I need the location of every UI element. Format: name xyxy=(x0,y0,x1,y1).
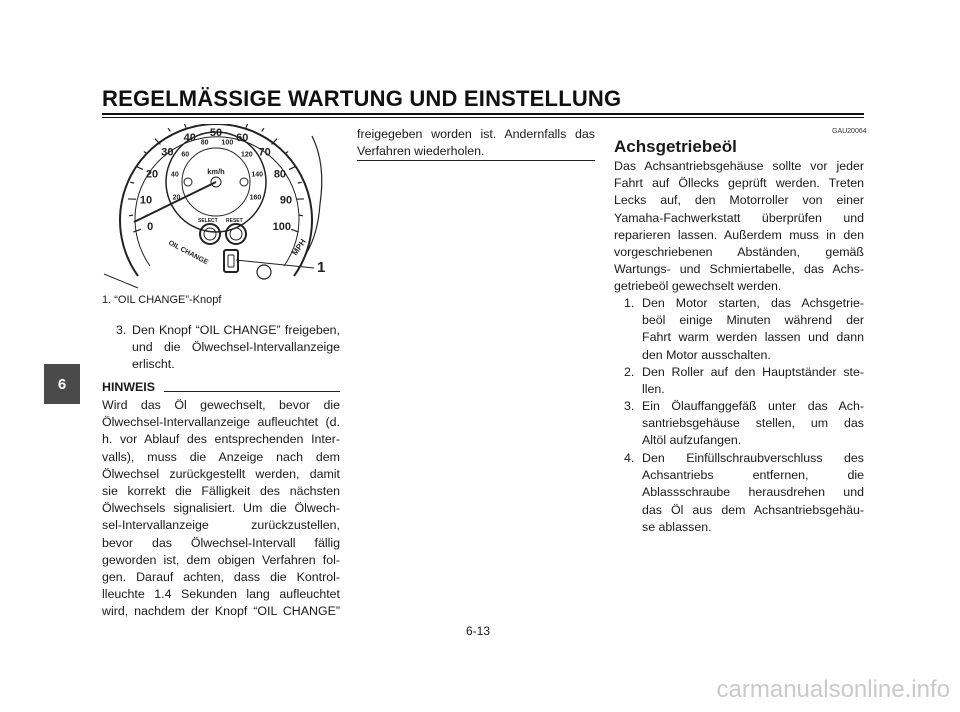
speedometer-outer-number: 70 xyxy=(258,146,271,159)
middle-column-rule xyxy=(357,160,595,161)
chapter-tab: 6 xyxy=(44,364,80,404)
oil-change-dial-label: OIL CHANGE xyxy=(167,239,210,267)
step-line: Den Einfüllschraubverschluss des xyxy=(642,451,864,465)
speedometer-tick xyxy=(289,166,296,169)
watermark: carmanualsonline.info xyxy=(716,676,950,703)
mph-unit-label: MPH xyxy=(290,237,308,258)
step-line: erlischt. xyxy=(132,357,175,372)
hinweis-line: sel-Intervallanzeige zurückzustellen, xyxy=(102,518,340,533)
reset-label: RESET xyxy=(226,218,243,224)
hinweis-line: sie korrekt die Fälligkeit des nächsten xyxy=(102,484,340,499)
intro-line: Lecks auf, den Motorroller von einer xyxy=(614,193,864,208)
speedometer-illustration xyxy=(98,124,338,296)
speedometer-outer-number: 20 xyxy=(145,168,159,181)
figure-caption: 1. “OIL CHANGE”-Knopf xyxy=(102,294,222,306)
speedometer-tick xyxy=(168,128,170,131)
step-line: Ablassschraube herausdrehen und xyxy=(642,485,864,500)
section-title: Achsgetriebeöl xyxy=(614,137,737,156)
intro-line: Das Achsantriebsgehäuse sollte vor jeder xyxy=(614,159,864,173)
step-line: das Öl aus dem Achsantriebsgehäu- xyxy=(642,502,864,517)
right-step-2 xyxy=(624,364,864,398)
section-code: GAU20064 xyxy=(832,128,867,135)
step-line: Ein Ölauffanggefäß unter das Ach- xyxy=(642,399,864,413)
header-rule-thin xyxy=(102,117,864,118)
hinweis-line: gen. Darauf achten, dass die Kontrol- xyxy=(102,570,340,585)
step-number: 2. xyxy=(624,365,635,379)
step-line: und die Ölwechsel-Intervallanzeige xyxy=(132,340,340,355)
step-line: Den Roller auf den Hauptständer ste- xyxy=(642,365,864,379)
speedometer-tick xyxy=(136,166,143,169)
intro-line: getriebeöl gewechselt werden. xyxy=(614,279,782,294)
hinweis-rule xyxy=(164,391,340,392)
speedometer-inner-number: 20 xyxy=(172,194,181,202)
hinweis-body xyxy=(102,397,340,621)
kmh-unit-label: km/h xyxy=(207,167,225,176)
middle-line: freigegeben worden ist. Andernfalls das xyxy=(357,127,595,141)
speedometer-tick xyxy=(291,229,299,232)
speedometer-inner-number: 40 xyxy=(170,171,179,179)
speedometer-outer-number: 100 xyxy=(272,220,291,233)
speedometer-outer-number: 80 xyxy=(273,168,287,181)
speedometer-outer-number: 30 xyxy=(161,146,174,159)
speedometer-tick xyxy=(130,182,134,183)
speedometer-inner-number: 100 xyxy=(221,139,234,147)
speedometer-tick xyxy=(133,229,141,232)
hinweis-line: h. vor Ablauf des entsprechenden Inter- xyxy=(102,432,340,447)
hinweis-line: valls), muss die Anzeige nach dem xyxy=(102,449,340,464)
speedometer-tick xyxy=(262,128,264,131)
step-number: 1. xyxy=(624,296,635,310)
step-line: den Motor ausschalten. xyxy=(642,347,771,362)
speedometer-inner-number: 60 xyxy=(181,151,190,159)
speedometer-tick xyxy=(183,124,186,128)
speedometer-outer-number: 10 xyxy=(139,194,153,207)
step-line: beöl einige Minuten während der xyxy=(642,313,864,328)
hinweis-line: Ölwechsel-Intervallanzeige aufleuchtet (d. xyxy=(102,415,340,430)
step-number: 4. xyxy=(624,451,635,465)
right-step-3 xyxy=(624,398,864,450)
step-number: 3. xyxy=(624,399,635,413)
right-intro xyxy=(614,158,864,296)
hinweis-heading: HINWEIS xyxy=(102,380,156,394)
intro-line: Wartungs- und Schmiertabelle, das Achs- xyxy=(614,262,864,277)
speedometer-outer-number: 0 xyxy=(147,220,154,233)
speedometer-inner-number: 80 xyxy=(200,139,209,147)
speedometer-outer-number: 40 xyxy=(183,132,196,145)
hinweis-line: Ölwechsel zurückgestellt werden, damit xyxy=(102,466,340,481)
speedometer-outer-number: 60 xyxy=(236,132,249,145)
step-number: 3. xyxy=(116,323,127,337)
hinweis-line: Wird das Öl gewechselt, bevor die xyxy=(102,398,340,412)
speedometer-tick xyxy=(299,215,303,216)
step-line: Den Knopf “OIL CHANGE” freigeben, xyxy=(132,323,340,337)
step-line: Fahrt warm werden lassen und dann xyxy=(642,330,864,345)
speedometer-tick xyxy=(129,215,133,216)
speedometer-inner-number: 160 xyxy=(249,194,262,202)
speedometer-outer-number: 90 xyxy=(279,194,293,207)
speedometer-inner-number: 140 xyxy=(251,171,264,179)
middle-line: Verfahren wiederholen. xyxy=(357,144,485,159)
intro-line: vorgeschriebenen Abständen, gemäß xyxy=(614,245,864,260)
middle-column-text xyxy=(357,126,595,160)
speedometer-outer-number: 50 xyxy=(209,127,223,139)
hinweis-line: wird, nachdem der Knopf “OIL CHANGE” xyxy=(102,604,340,619)
speedometer-tick xyxy=(246,124,249,128)
header-rule xyxy=(102,113,864,115)
right-step-4 xyxy=(624,450,864,536)
step-line: santriebsgehäuse stellen, um das xyxy=(642,416,864,431)
intro-line: Fahrt auf Öllecks geprüft werden. Treten xyxy=(614,176,864,191)
select-label: SELECT xyxy=(198,218,218,224)
hinweis-line: Ölwechsels signalisiert. Um die Ölwech- xyxy=(102,501,340,516)
hinweis-line: lleuchte 1.4 Sekunden lang aufleuchtet xyxy=(102,587,340,602)
hinweis-line: geworden ist, dem obigen Verfahren fol- xyxy=(102,552,340,567)
speedometer-inner-number: 120 xyxy=(240,151,253,159)
speedometer-figure xyxy=(98,124,338,296)
intro-line: Yamaha-Fachwerkstatt überprüfen und xyxy=(614,210,864,225)
speedometer-tick xyxy=(298,182,302,183)
step-line: llen. xyxy=(642,382,665,397)
page-number: 6-13 xyxy=(466,624,491,638)
step-line: Den Motor starten, das Achsgetrie- xyxy=(642,296,864,310)
left-step-3 xyxy=(116,322,340,374)
right-step-1 xyxy=(624,295,864,364)
intro-line: reparieren lassen. Außerdem muss in den xyxy=(614,227,864,242)
step-line: Altöl aufzufangen. xyxy=(642,433,742,448)
step-line: se ablassen. xyxy=(642,519,712,534)
figure-callout-number: 1 xyxy=(317,259,326,276)
page-header-title: REGELMÄSSIGE WARTUNG UND EINSTELLUNG xyxy=(102,86,622,111)
step-line: Achsantriebs entfernen, die xyxy=(642,468,864,483)
hinweis-line: bevor das Ölwechsel-Intervall fällig xyxy=(102,535,340,550)
